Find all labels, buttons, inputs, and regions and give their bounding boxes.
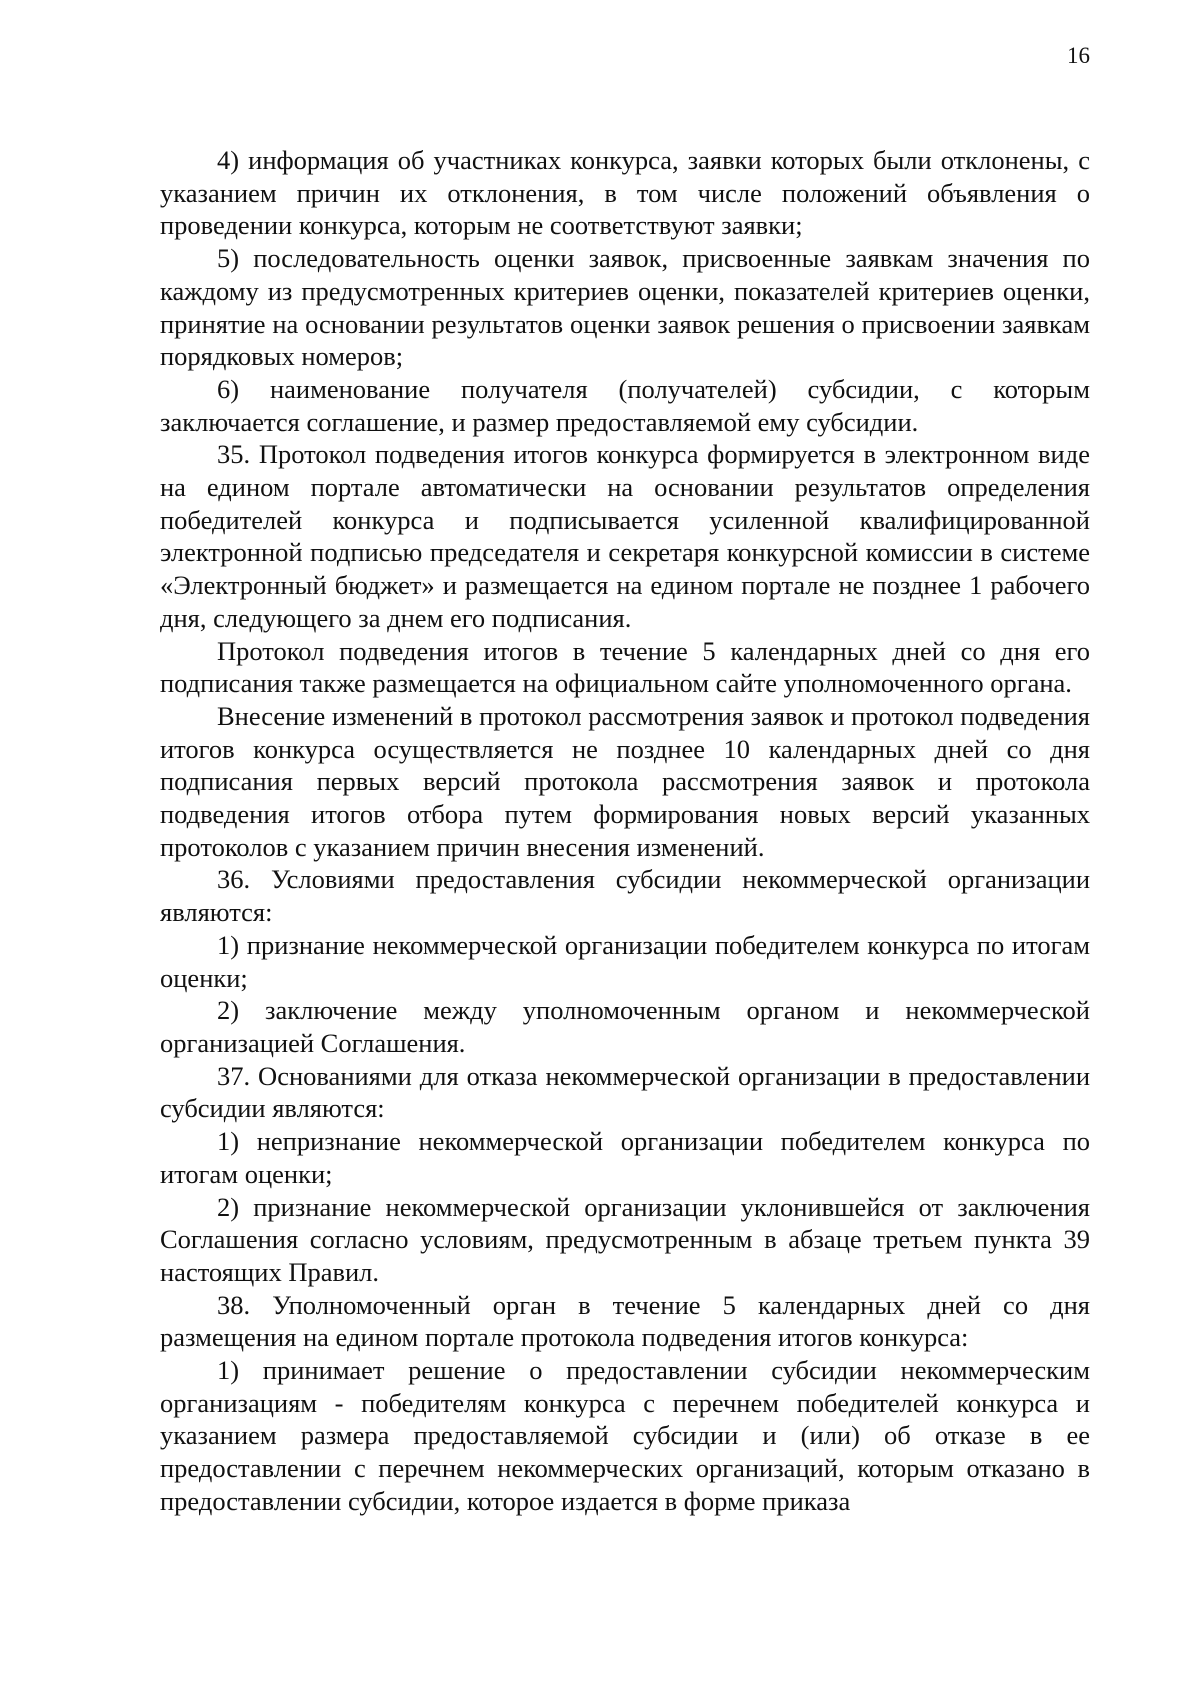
paragraph-clause-36-item-1: 1) признание некоммерческой организации победителем конкурса по итогам оценки; bbox=[160, 929, 1090, 993]
document-body bbox=[160, 144, 1090, 1518]
paragraph-clause-37: 37. Основаниями для отказа некоммерческой организации в предоставлении субсидии являются: bbox=[160, 1060, 1090, 1124]
paragraph-clause-35-publication: Протокол подведения итогов в течение 5 календарных дней со дня его подписания также размещается на официальном сайте уполномоченного органа. bbox=[160, 635, 1090, 699]
paragraph-clause-35: 35. Протокол подведения итогов конкурса формируется в электронном виде на едином портале автоматически на основании результатов определения победителей конкурса и подписывается усиленной квалифицированной электронной подписью председателя и секретаря конкурсной комиссии в системе «Электронный бюджет» и размещается на едином портале не позднее 1 рабочего дня, следующего за днем его подписания. bbox=[160, 439, 1090, 633]
paragraph-clause-36-item-2: 2) заключение между уполномоченным органом и некоммерческой организацией Соглашения. bbox=[160, 995, 1090, 1058]
paragraph-clause-38: 38. Уполномоченный орган в течение 5 календарных дней со дня размещения на едином портале протокола подведения итогов конкурса: bbox=[160, 1289, 1090, 1353]
paragraph-clause-36: 36. Условиями предоставления субсидии некоммерческой организации являются: bbox=[160, 864, 1090, 928]
paragraph-item-4-rejected-applications: 4) информация об участниках конкурса, заявки которых были отклонены, с указанием причин их отклонения, в том числе положений объявления о проведении конкурса, которым не соответствуют заявки; bbox=[160, 145, 1090, 241]
paragraph-clause-37-item-2: 2) признание некоммерческой организации уклонившейся от заключения Соглашения согласно условиям, предусмотренным в абзаце третьем пункта 39 настоящих Правил. bbox=[160, 1191, 1090, 1287]
paragraph-item-5-evaluation-sequence: 5) последовательность оценки заявок, присвоенные заявкам значения по каждому из предусмотренных критериев оценки, показателей критериев оценки, принятие на основании результатов оценки заявок решения о присвоении заявкам порядковых номеров; bbox=[160, 243, 1090, 372]
paragraph-clause-35-amendments: Внесение изменений в протокол рассмотрения заявок и протокол подведения итогов конкурса осуществляется не позднее 10 календарных дней со дня подписания первых версий протокола рассмотрения заявок и протокола подведения итогов отбора путем формирования новых версий указанных протоколов с указанием причин внесения изменений. bbox=[160, 700, 1090, 862]
page-number: 16 bbox=[1067, 43, 1090, 68]
paragraph-clause-37-item-1: 1) непризнание некоммерческой организации победителем конкурса по итогам оценки; bbox=[160, 1126, 1090, 1189]
paragraph-item-6-recipient-name: 6) наименование получателя (получателей) субсидии, с которым заключается соглашение, и размер предоставляемой ему субсидии. bbox=[160, 373, 1090, 437]
paragraph-clause-38-item-1: 1) принимает решение о предоставлении субсидии некоммерческим организациям - победителям конкурса с перечнем победителей конкурса и указанием размера предоставляемой субсидии и (или) об отказе в ее предоставлении с перечнем некоммерческих организаций, которым отказано в предоставлении субсидии, которое издается в форме приказа bbox=[160, 1355, 1090, 1516]
